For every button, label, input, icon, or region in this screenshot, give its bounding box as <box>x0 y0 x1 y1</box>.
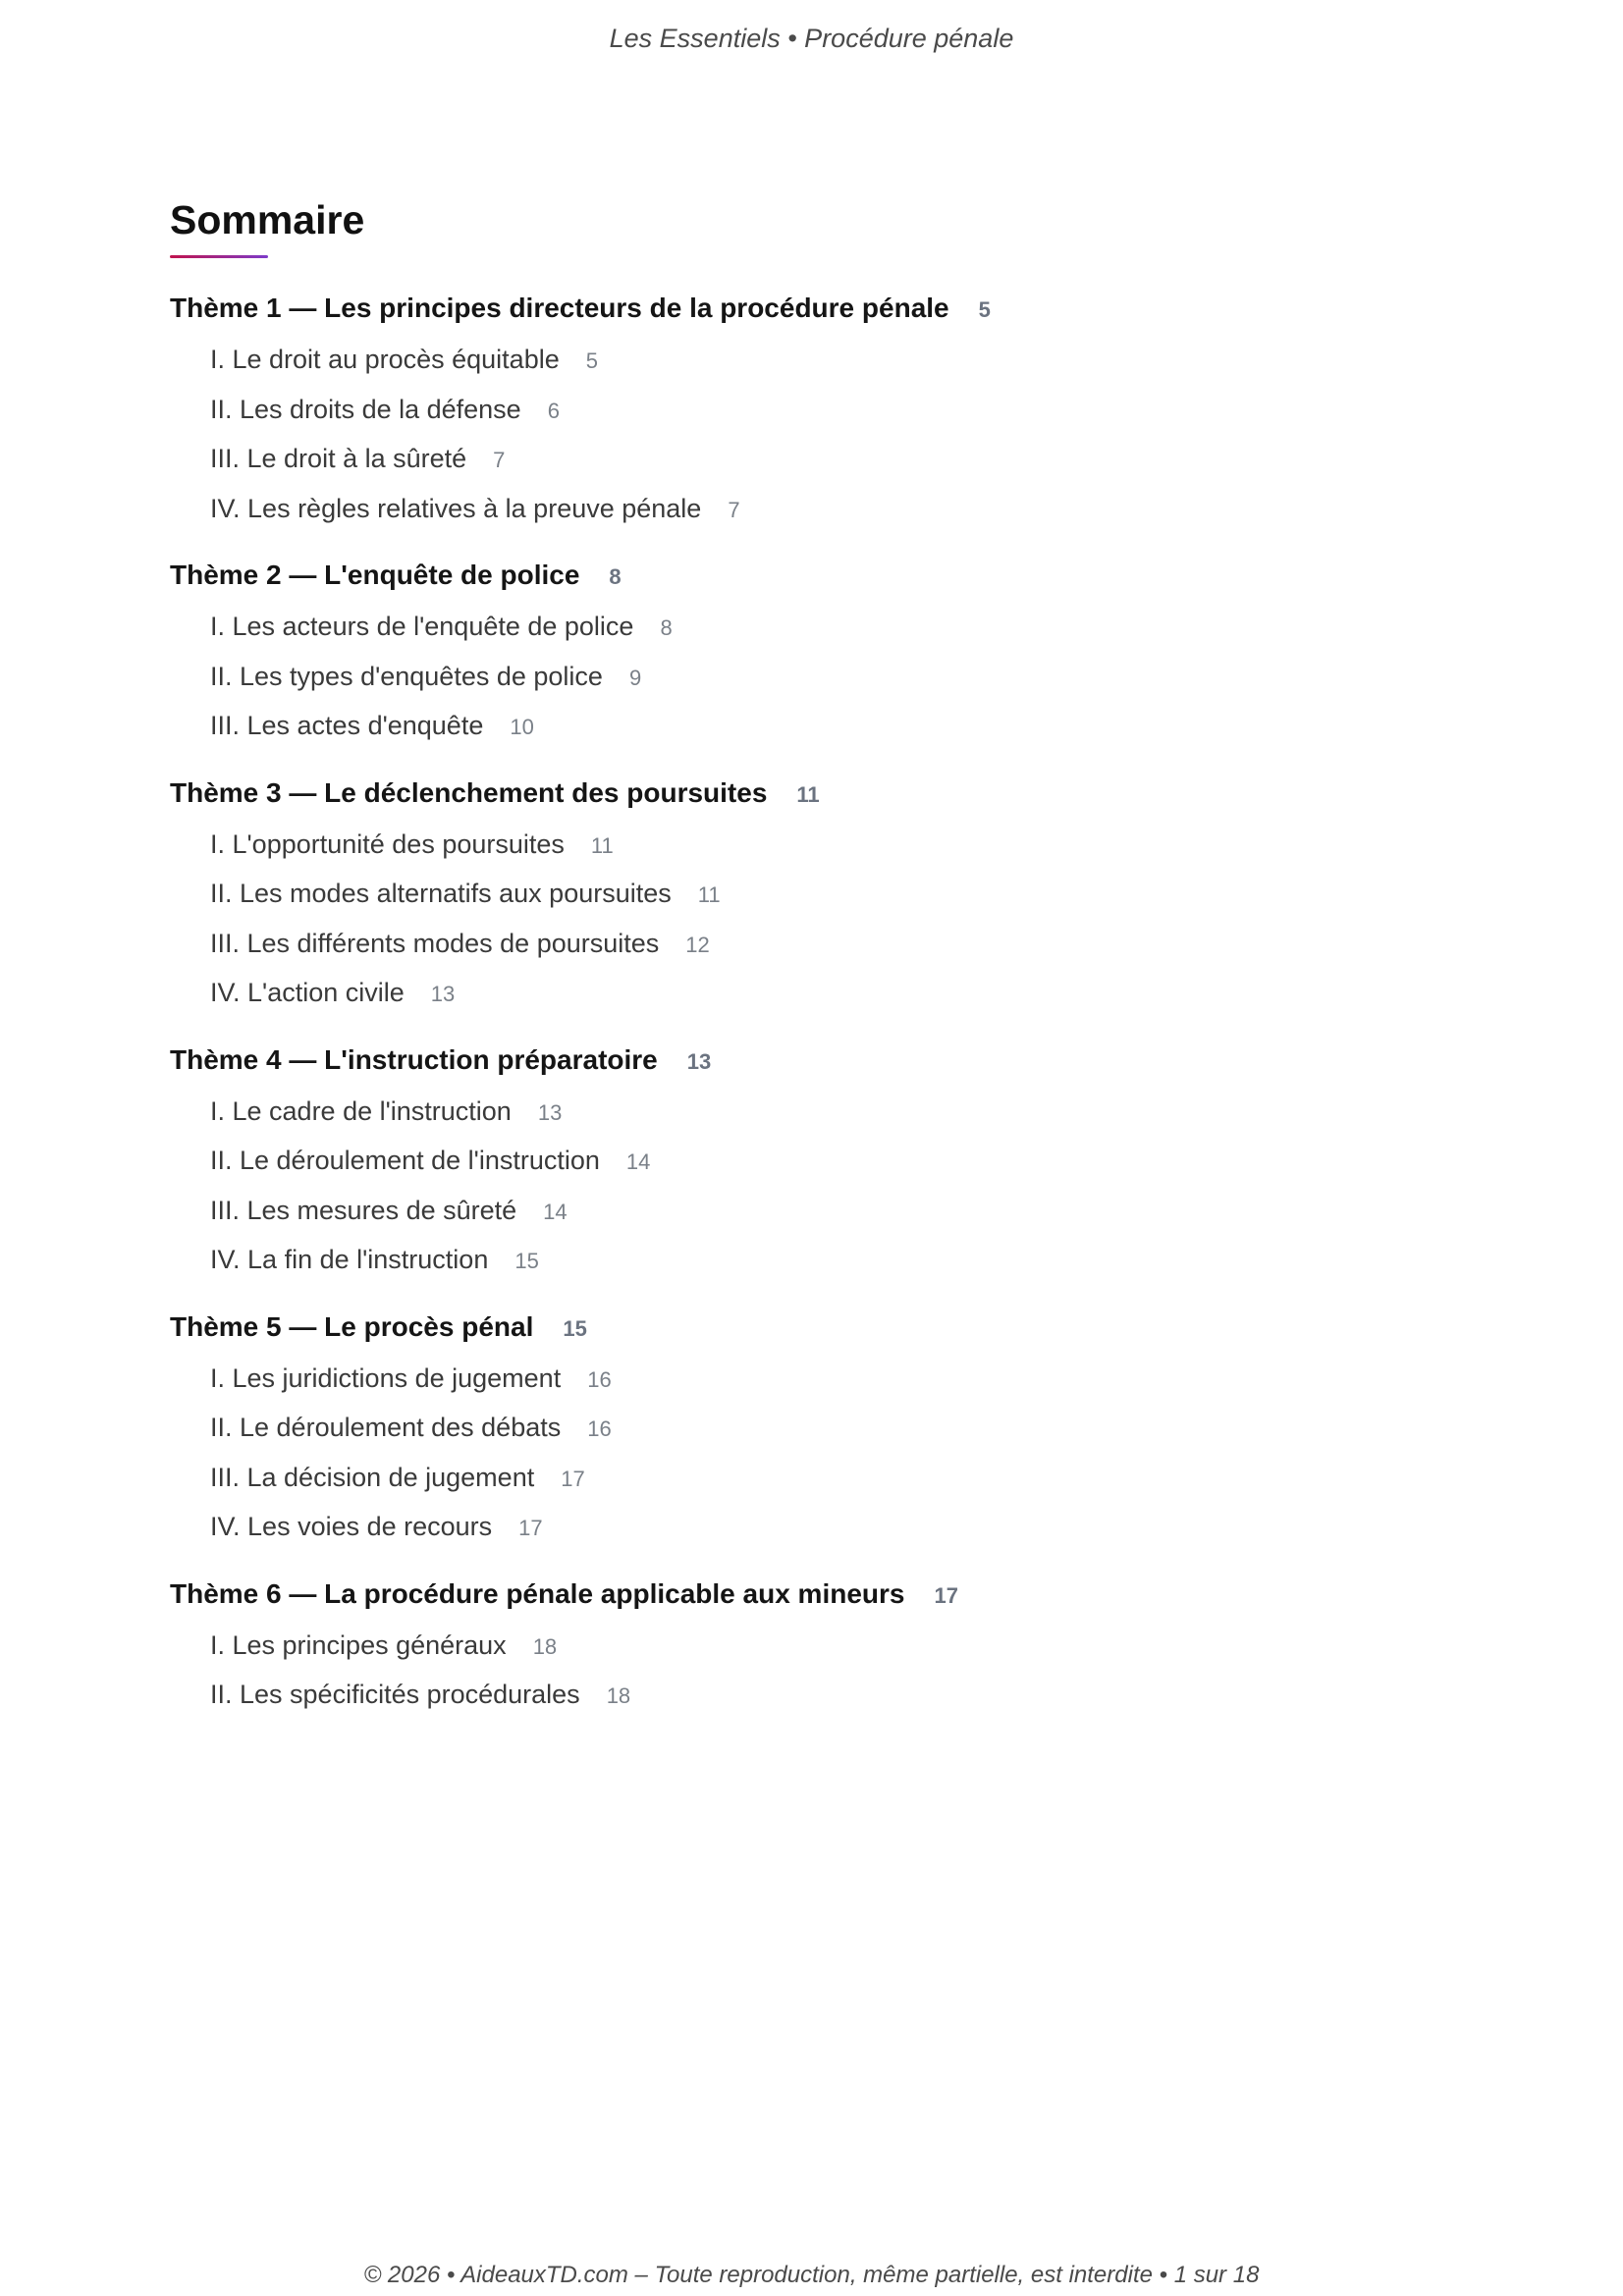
toc-theme <box>170 1568 1446 1720</box>
section-page-number: 14 <box>625 1149 651 1174</box>
toc-theme <box>170 549 1446 751</box>
toc-section-entry[interactable] <box>170 484 1446 534</box>
section-page-number: 7 <box>728 497 740 522</box>
toc-section-entry[interactable] <box>170 652 1446 702</box>
toc-section-entry[interactable] <box>170 1186 1446 1236</box>
toc-section-entry[interactable] <box>170 1621 1446 1671</box>
toc-section-entry[interactable] <box>170 1670 1446 1720</box>
section-title: III. Les mesures de sûreté <box>210 1195 517 1225</box>
section-title: I. Les acteurs de l'enquête de police <box>210 612 634 641</box>
section-title: III. Le droit à la sûreté <box>210 444 467 473</box>
section-page-number: 14 <box>543 1199 568 1224</box>
section-page-number: 8 <box>660 615 673 640</box>
toc-section-entry[interactable] <box>170 701 1446 751</box>
section-page-number: 13 <box>537 1099 563 1125</box>
page-footer: © 2026 • AideauxTD.com – Toute reproduction, même partielle, est interdite • 1 sur 18 <box>363 2262 1260 2288</box>
toc-section-entry[interactable] <box>170 1087 1446 1137</box>
section-page-number: 17 <box>518 1516 543 1540</box>
toc-section-entry[interactable] <box>170 1235 1446 1285</box>
section-page-number: 7 <box>493 448 506 472</box>
toc-theme-heading[interactable] <box>170 282 1446 335</box>
title-underline <box>170 255 268 258</box>
toc-section-entry[interactable] <box>170 1136 1446 1186</box>
section-title: I. Les principes généraux <box>210 1629 507 1660</box>
section-title: II. Le déroulement des débats <box>210 1413 562 1442</box>
theme-title: Thème 2 — L'enquête de police <box>170 560 580 590</box>
theme-page-number: 5 <box>978 297 991 322</box>
toc-theme <box>170 1034 1446 1285</box>
toc-theme-heading[interactable] <box>170 549 1446 602</box>
toc-section-entry[interactable] <box>170 1453 1446 1503</box>
toc-title: Sommaire <box>170 197 365 242</box>
theme-page-number: 17 <box>934 1582 958 1608</box>
toc-theme-heading[interactable] <box>170 1034 1446 1087</box>
section-page-number: 13 <box>430 982 456 1006</box>
theme-title: Thème 3 — Le déclenchement des poursuites <box>170 776 768 808</box>
section-page-number: 16 <box>587 1366 612 1392</box>
section-title: I. Les juridictions de jugement <box>210 1362 562 1393</box>
toc-section-entry[interactable] <box>170 1354 1446 1404</box>
section-page-number: 6 <box>547 398 560 423</box>
section-title: III. Les actes d'enquête <box>210 711 484 740</box>
theme-title: Thème 1 — Les principes directeurs de la procédure pénale <box>170 293 949 323</box>
toc-theme <box>170 282 1446 533</box>
section-list <box>170 335 1446 533</box>
theme-title: Thème 4 — L'instruction préparatoire <box>170 1043 658 1075</box>
theme-page-number: 8 <box>609 564 622 589</box>
theme-page-number: 15 <box>563 1315 587 1341</box>
section-list <box>170 1354 1446 1552</box>
toc-theme-heading[interactable] <box>170 767 1446 820</box>
toc-theme-heading[interactable] <box>170 1301 1446 1354</box>
section-page-number: 18 <box>606 1683 631 1708</box>
section-list <box>170 602 1446 751</box>
section-list <box>170 820 1446 1018</box>
section-page-number: 5 <box>585 348 598 373</box>
toc-section-entry[interactable] <box>170 820 1446 870</box>
section-title: III. La décision de jugement <box>210 1462 535 1492</box>
section-page-number: 11 <box>697 882 721 907</box>
section-title: IV. L'action civile <box>210 978 405 1007</box>
section-list <box>170 1621 1446 1720</box>
toc-section-entry[interactable] <box>170 919 1446 969</box>
toc-section-entry[interactable] <box>170 968 1446 1018</box>
theme-list <box>170 282 1446 1720</box>
toc-section-entry[interactable] <box>170 385 1446 435</box>
theme-title: Thème 5 — Le procès pénal <box>170 1310 534 1342</box>
section-page-number: 11 <box>590 832 614 858</box>
section-title: IV. Les règles relatives à la preuve pénale <box>210 493 702 523</box>
toc-section-entry[interactable] <box>170 434 1446 484</box>
toc-section-entry[interactable] <box>170 602 1446 652</box>
toc-section-entry[interactable] <box>170 1502 1446 1552</box>
section-title: IV. La fin de l'instruction <box>210 1245 489 1274</box>
running-header: Les Essentiels • Procédure pénale <box>609 24 1014 53</box>
section-title: I. L'opportunité des poursuites <box>210 828 565 859</box>
theme-page-number: 13 <box>686 1048 712 1074</box>
toc-theme-heading[interactable] <box>170 1568 1446 1621</box>
section-title: II. Les modes alternatifs aux poursuites <box>210 879 672 908</box>
toc-section-entry[interactable] <box>170 1403 1446 1453</box>
theme-title: Thème 6 — La procédure pénale applicable aux mineurs <box>170 1577 905 1609</box>
section-title: III. Les différents modes de poursuites <box>210 928 660 958</box>
theme-page-number: 11 <box>796 781 820 807</box>
toc-theme <box>170 767 1446 1018</box>
toc-section-entry[interactable] <box>170 869 1446 919</box>
section-title: IV. Les voies de recours <box>210 1512 493 1541</box>
section-title: II. Le déroulement de l'instruction <box>210 1146 600 1175</box>
section-list <box>170 1087 1446 1285</box>
table-of-contents <box>170 194 1446 1720</box>
section-page-number: 16 <box>587 1416 612 1441</box>
section-page-number: 17 <box>561 1466 585 1491</box>
section-title: II. Les spécificités procédurales <box>210 1680 580 1709</box>
section-title: II. Les droits de la défense <box>210 394 521 424</box>
toc-theme <box>170 1301 1446 1552</box>
section-page-number: 10 <box>510 715 534 739</box>
section-page-number: 18 <box>532 1633 558 1659</box>
section-page-number: 12 <box>685 932 710 957</box>
section-page-number: 15 <box>514 1249 539 1273</box>
section-page-number: 9 <box>628 665 642 690</box>
toc-section-entry[interactable] <box>170 335 1446 385</box>
section-title: I. Le cadre de l'instruction <box>210 1095 512 1126</box>
section-title: II. Les types d'enquêtes de police <box>210 661 603 691</box>
section-title: I. Le droit au procès équitable <box>210 345 560 374</box>
